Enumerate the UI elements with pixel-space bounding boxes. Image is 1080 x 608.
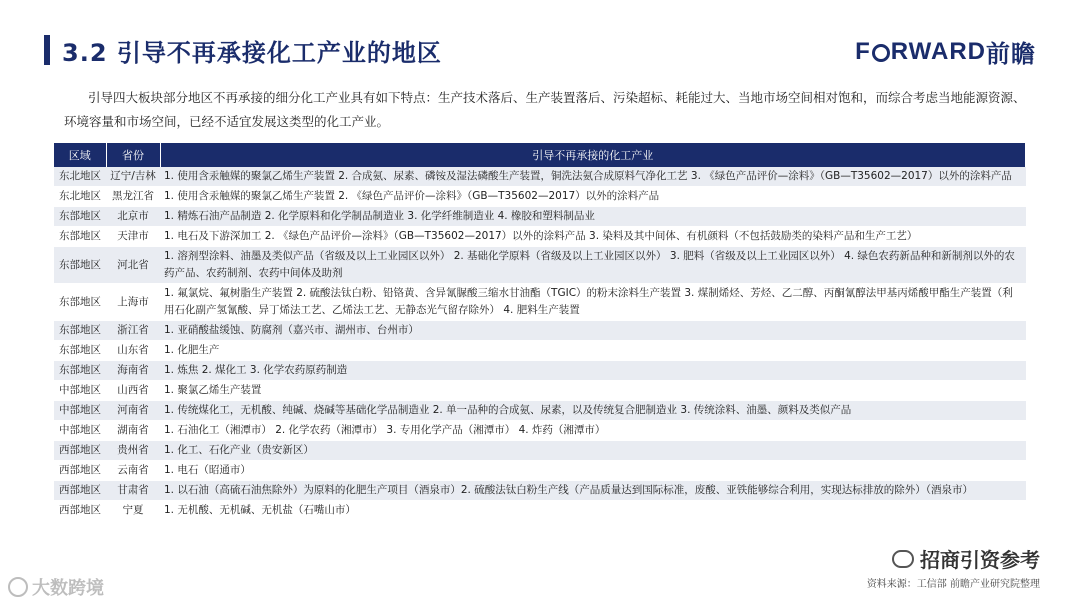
industries-cell: 1. 使用含汞触媒的聚氯乙烯生产装置 2. 合成氨、尿素、磷铵及湿法磷酸生产装置，铜洗法氨合成原料气净化工艺 3. 《绿色产品评价—涂料》（GB—T35602—2017）以外的涂料产品 (160, 167, 1026, 187)
table-row (54, 501, 1026, 521)
wechat-icon (892, 550, 914, 568)
region-cell: 西部地区 (54, 461, 106, 481)
region-cell: 东北地区 (54, 187, 106, 207)
province-cell: 上海市 (106, 284, 160, 321)
watermark-text: 招商引资参考 (920, 548, 1040, 572)
industries-cell: 1. 化工、石化产业（贵安新区） (160, 441, 1026, 461)
province-cell: 浙江省 (106, 321, 160, 341)
region-cell: 东部地区 (54, 341, 106, 361)
table-row (54, 441, 1026, 461)
title-accent-bar (44, 35, 50, 65)
watermark (892, 544, 1040, 573)
table-body (54, 167, 1026, 521)
industries-cell: 1. 聚氯乙烯生产装置 (160, 381, 1026, 401)
logo-text-rward: RWARD (890, 37, 986, 65)
region-cell: 东部地区 (54, 321, 106, 341)
logo-o-icon (872, 44, 890, 62)
region-cell: 东北地区 (54, 167, 106, 187)
industries-cell: 1. 亚硝酸盐缓蚀、防腐剂（嘉兴市、湖州市、台州市） (160, 321, 1026, 341)
table-row (54, 341, 1026, 361)
table-row (54, 461, 1026, 481)
province-cell: 宁夏 (106, 501, 160, 521)
table-row (54, 207, 1026, 227)
industries-cell: 1. 氟氯烷、氟树脂生产装置 2. 硫酸法钛白粉、铅铬黄、含异氰脲酸三缩水甘油酯（TGIC）的粉末涂料生产装置 3. 煤制烯烃、芳烃、乙二醇、丙酮氰醇法甲基丙烯酸甲酯生产装置（利用石化副产氢氰酸、异丁烯法工艺、乙烯法工艺、无静态光气留存除外） 4. 肥料生产装置 (160, 284, 1026, 321)
forward-logo (855, 34, 1036, 69)
logo-text-f: F (855, 37, 871, 65)
brand-logo-icon (8, 577, 28, 597)
header-region: 区域 (54, 143, 106, 167)
industries-cell: 1. 石油化工（湘潭市） 2. 化学农药（湘潭市） 3. 专用化学产品（湘潭市） 4. 炸药（湘潭市） (160, 421, 1026, 441)
region-cell: 西部地区 (54, 441, 106, 461)
province-cell: 河北省 (106, 247, 160, 284)
region-cell: 东部地区 (54, 207, 106, 227)
industries-cell: 1. 化肥生产 (160, 341, 1026, 361)
table-row (54, 167, 1026, 187)
table-row (54, 247, 1026, 284)
table-row (54, 481, 1026, 501)
table-row (54, 187, 1026, 207)
province-cell: 山东省 (106, 341, 160, 361)
industries-cell: 1. 以石油（高硫石油焦除外）为原料的化肥生产项目（酒泉市）2. 硫酸法钛白粉生产线（产品质量达到国际标准，废酸、亚铁能够综合利用，实现达标排放的除外）（酒泉市） (160, 481, 1026, 501)
province-cell: 黑龙江省 (106, 187, 160, 207)
table-row (54, 401, 1026, 421)
province-cell: 辽宁/吉林 (106, 167, 160, 187)
table-row (54, 361, 1026, 381)
province-cell: 贵州省 (106, 441, 160, 461)
industry-table-container (54, 143, 1026, 521)
industries-cell: 1. 电石及下游深加工 2. 《绿色产品评价—涂料》（GB—T35602—2017）以外的涂料产品 3. 染料及其中间体、有机颜料（不包括鼓励类的染料产品和生产工艺） (160, 227, 1026, 247)
corner-brand-text: 大数跨境 (32, 578, 104, 599)
industries-cell: 1. 溶剂型涂料、油墨及类似产品（省级及以上工业园区以外） 2. 基础化学原料（省级及以上工业园区以外） 3. 肥料（省级及以上工业园区以外） 4. 绿色农药新品种和新制剂以外的农药产品、农药制剂、农药中间体及助剂 (160, 247, 1026, 284)
region-cell: 中部地区 (54, 421, 106, 441)
region-cell: 东部地区 (54, 227, 106, 247)
region-cell: 西部地区 (54, 501, 106, 521)
province-cell: 北京市 (106, 207, 160, 227)
table-row (54, 227, 1026, 247)
region-cell: 中部地区 (54, 401, 106, 421)
region-cell: 东部地区 (54, 247, 106, 284)
table-row (54, 321, 1026, 341)
region-cell: 中部地区 (54, 381, 106, 401)
region-cell: 东部地区 (54, 284, 106, 321)
corner-brand (8, 574, 104, 600)
table-row (54, 381, 1026, 401)
header-industries: 引导不再承接的化工产业 (160, 143, 1026, 167)
industries-cell: 1. 精炼石油产品制造 2. 化学原料和化学制品制造业 3. 化学纤维制造业 4. 橡胶和塑料制品业 (160, 207, 1026, 227)
industries-cell: 1. 传统煤化工，无机酸、纯碱、烧碱等基础化学品制造业 2. 单一品种的合成氨、尿素，以及传统复合肥制造业 3. 传统涂料、油墨、颜料及类似产品 (160, 401, 1026, 421)
industries-cell: 1. 无机酸、无机碱、无机盐（石嘴山市） (160, 501, 1026, 521)
province-cell: 云南省 (106, 461, 160, 481)
table-row (54, 284, 1026, 321)
region-cell: 东部地区 (54, 361, 106, 381)
region-cell: 西部地区 (54, 481, 106, 501)
source-note: 资料来源：工信部 前瞻产业研究院整理 (866, 579, 1040, 590)
industry-table (54, 143, 1026, 521)
intro-paragraph: 引导四大板块部分地区不再承接的细分化工产业具有如下特点：生产技术落后、生产装置落后、污染超标、耗能过大、当地市场空间相对饱和，而综合考虑当地能源资源、环境容量和市场空间，已经不适宜发展这类型的化工产业。 (64, 90, 1026, 129)
province-cell: 甘肃省 (106, 481, 160, 501)
province-cell: 海南省 (106, 361, 160, 381)
table-row (54, 421, 1026, 441)
province-cell: 山西省 (106, 381, 160, 401)
header-province: 省份 (106, 143, 160, 167)
industries-cell: 1. 炼焦 2. 煤化工 3. 化学农药原药制造 (160, 361, 1026, 381)
table-header-row (54, 143, 1026, 167)
province-cell: 湖南省 (106, 421, 160, 441)
logo-text-cn: 前瞻 (986, 41, 1036, 68)
province-cell: 天津市 (106, 227, 160, 247)
industries-cell: 1. 使用含汞触媒的聚氯乙烯生产装置 2. 《绿色产品评价—涂料》（GB—T35602—2017）以外的涂料产品 (160, 187, 1026, 207)
title-bar (44, 34, 442, 66)
province-cell: 河南省 (106, 401, 160, 421)
industries-cell: 1. 电石（昭通市） (160, 461, 1026, 481)
page-title: 3.2 引导不再承接化工产业的地区 (62, 38, 442, 67)
